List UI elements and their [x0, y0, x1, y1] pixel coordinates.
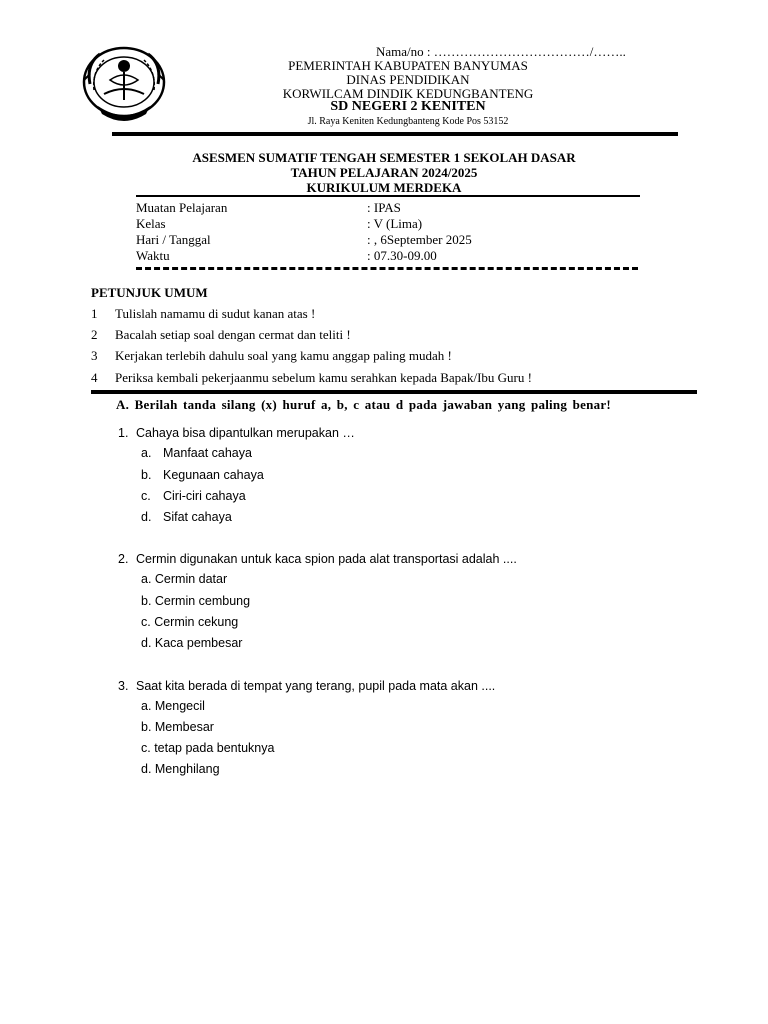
- question-text: Cermin digunakan untuk kaca spion pada alat transportasi adalah ....: [136, 552, 517, 566]
- info-value: : 07.30-09.00: [367, 248, 437, 263]
- option-letter: c.: [141, 489, 151, 503]
- answer-option[interactable]: c. Cermin cekung: [141, 615, 239, 629]
- info-value: : IPAS: [367, 200, 401, 215]
- answer-option[interactable]: Ciri-ciri cahaya: [163, 489, 246, 503]
- header-divider: [112, 132, 678, 136]
- exam-title: ASESMEN SUMATIF TENGAH SEMESTER 1 SEKOLAH DASAR: [192, 150, 576, 165]
- korwil-name: KORWILCAM DINDIK KEDUNGBANTENG: [282, 86, 534, 101]
- instruction-number: 2: [91, 327, 98, 342]
- instruction-text: Kerjakan terlebih dahulu soal yang kamu anggap paling mudah !: [115, 348, 452, 363]
- exam-year: TAHUN PELAJARAN 2024/2025: [290, 165, 478, 180]
- info-label: Hari / Tanggal: [136, 232, 211, 247]
- answer-option[interactable]: a. Mengecil: [141, 699, 205, 713]
- dashed-divider: [136, 267, 638, 270]
- instructions-heading: PETUNJUK UMUM: [91, 285, 208, 300]
- answer-option[interactable]: a. Cermin datar: [141, 572, 228, 586]
- instruction-text: Periksa kembali pekerjaanmu sebelum kamu serahkan kepada Bapak/Ibu Guru !: [115, 370, 532, 385]
- question-number: 3.: [118, 679, 129, 693]
- instruction-number: 1: [91, 306, 98, 321]
- answer-option[interactable]: Manfaat cahaya: [163, 446, 252, 460]
- school-name: SD NEGERI 2 KENITEN: [330, 99, 486, 114]
- instruction-number: 3: [91, 348, 98, 363]
- answer-option[interactable]: Sifat cahaya: [163, 510, 232, 524]
- answer-option[interactable]: Kegunaan cahaya: [163, 468, 264, 482]
- instruction-text: Bacalah setiap soal dengan cermat dan teliti !: [115, 327, 351, 342]
- instruction-text: Tulislah namamu di sudut kanan atas !: [115, 306, 316, 321]
- answer-option[interactable]: d. Menghilang: [141, 762, 220, 776]
- question-text: Cahaya bisa dipantulkan merupakan …: [136, 426, 355, 440]
- instructions-divider: [91, 390, 697, 394]
- dept-name: DINAS PENDIDIKAN: [346, 72, 470, 87]
- exam-curriculum: KURIKULUM MERDEKA: [306, 180, 462, 195]
- section-a-heading: A. Berilah tanda silang (x) huruf a, b, c atau d pada jawaban yang paling benar!: [116, 397, 611, 412]
- info-label: Waktu: [136, 248, 170, 263]
- name-line[interactable]: Nama/no : ………………………………/……..: [376, 44, 626, 59]
- school-address: Jl. Raya Keniten Kedungbanteng Kode Pos 53152: [307, 116, 509, 127]
- info-label: Muatan Pelajaran: [136, 200, 228, 215]
- option-letter: a.: [141, 446, 152, 460]
- info-value: : , 6September 2025: [367, 232, 472, 247]
- info-label: Kelas: [136, 216, 166, 231]
- answer-option[interactable]: d. Kaca pembesar: [141, 636, 243, 650]
- option-letter: b.: [141, 468, 152, 482]
- option-letter: d.: [141, 510, 152, 524]
- gov-name: PEMERINTAH KABUPATEN BANYUMAS: [288, 58, 528, 73]
- question-number: 1.: [118, 426, 129, 440]
- answer-option[interactable]: b. Membesar: [141, 720, 214, 734]
- info-value: : V (Lima): [367, 216, 423, 231]
- answer-option[interactable]: b. Cermin cembung: [141, 594, 251, 608]
- title-underline: [136, 195, 640, 197]
- question-number: 2.: [118, 552, 129, 566]
- answer-option[interactable]: c. tetap pada bentuknya: [141, 741, 275, 755]
- instruction-number: 4: [91, 370, 98, 385]
- question-text: Saat kita berada di tempat yang terang, pupil pada mata akan ....: [136, 679, 496, 693]
